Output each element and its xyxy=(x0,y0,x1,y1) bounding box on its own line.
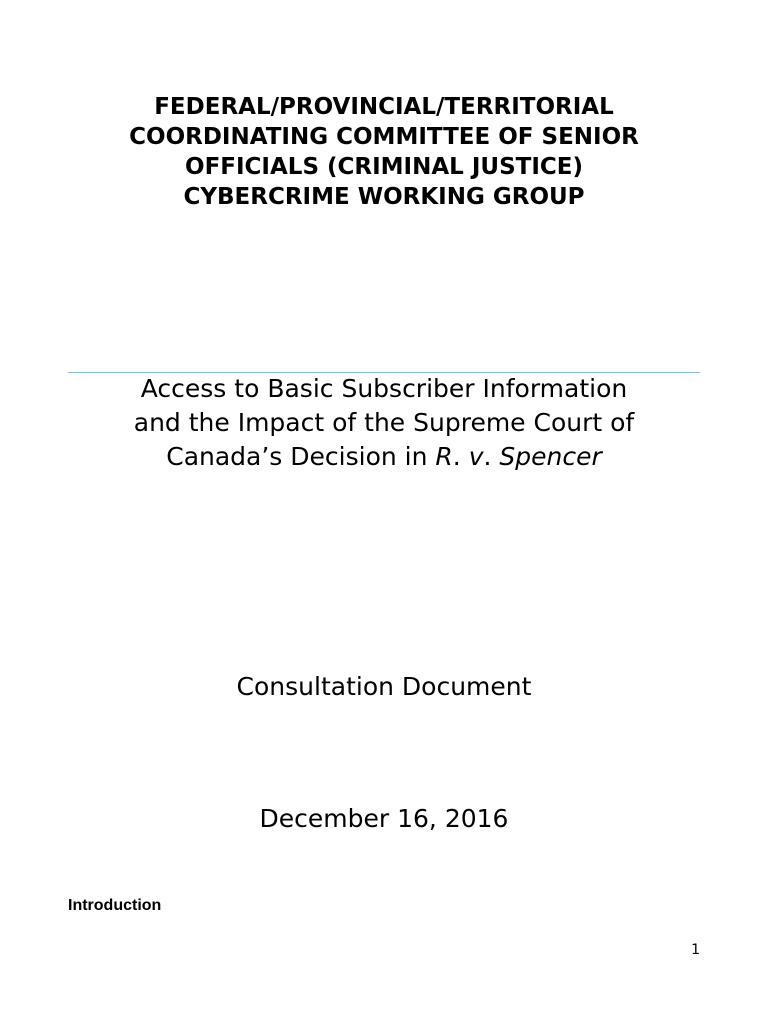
case-versus: v xyxy=(468,442,484,471)
committee-heading-line: CYBERCRIME WORKING GROUP xyxy=(183,184,585,210)
document-title-line-3-prefix: Canada’s Decision in xyxy=(166,442,436,471)
case-dot: . xyxy=(452,442,469,471)
document-date: December 16, 2016 xyxy=(259,804,509,833)
section-heading-introduction: Introduction xyxy=(68,897,162,914)
document-title xyxy=(40,372,728,474)
page-number: 1 xyxy=(691,942,700,958)
document-title-line-3 xyxy=(40,440,728,474)
document-title-line-1: Access to Basic Subscriber Information xyxy=(140,374,628,403)
case-party-r: R xyxy=(435,442,453,471)
case-party-spencer: Spencer xyxy=(499,442,602,471)
document-type: Consultation Document xyxy=(236,672,532,701)
committee-heading-line: COORDINATING COMMITTEE OF SENIOR xyxy=(129,124,639,150)
committee-heading-line: OFFICIALS (CRIMINAL JUSTICE) xyxy=(185,154,583,180)
committee-heading-line: FEDERAL/PROVINCIAL/TERRITORIAL xyxy=(154,94,614,120)
document-title-line-2: and the Impact of the Supreme Court of xyxy=(133,408,635,437)
committee-heading xyxy=(40,92,728,212)
case-dot: . xyxy=(483,442,500,471)
